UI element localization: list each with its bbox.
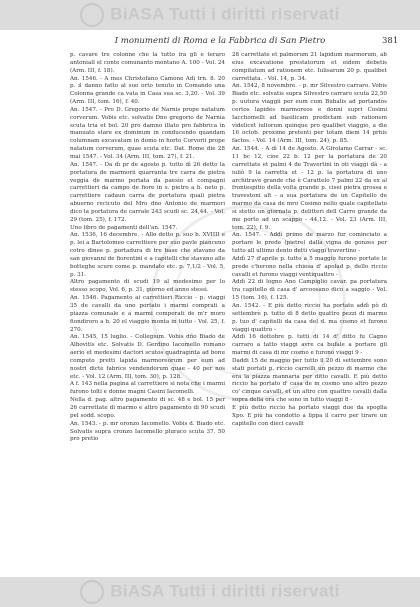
paragraph: An. 1543. - p. mr oronzo Iacomello. Vobis d. Biado etc. Solvatis supra cronzo Iacomello pluraco scuta 37. 50 pro pretio [70, 420, 225, 443]
paragraph: Daddi 15 de maggio per tutto il 20 di settembre sono stati portati p. riccio carrelli un pezzo di marmo che era la piazza mannaria per ditto cavalli. E più detto riccio ha portato d' casa de m cosmo uno altro pezzo co' cinque cavalli, et un altro con quattro cavalli dalla sopra della ora che sono in tutto viaggi 8 - [232, 357, 387, 404]
paragraph: Uno libro de pagamenti dell'an. 1547. [70, 224, 178, 231]
running-title: I monumenti di Roma e la Fabbrica di San Pietro [114, 36, 326, 46]
paragraph: An. 1547. - Addì primo de marzo fur cominciato a portare le prede (pietre) dalla vigna de gonzes per tutto all ultimo dento detti viaggi travertino - [232, 232, 387, 255]
paragraph: Addì 22 di logno Ano Campiglio cavar. pa portatura tra capitello di casa d' arcoosano dico a saggio - Vol. 15 (tom. 16), f. 125. [232, 279, 387, 302]
paragraph: An. 1547. - Da dì pr de agosto p. tutto dì 26 detto la portatura de marmorii quarranta tre carra de pietra veggia de marmo portata da paesio et compagni carrettieri da campo de fiore in s. pietro a b. neto p. carrettiere cadaun carra de portatura quali pietra abuerno recicuto del Mro dno Antonio de marmori dico la portatura de carrale 243 scudi sc. 24,44. - Vol. 29 (tom. 25), f. 172. [70, 161, 225, 223]
watermark-banner-bottom [0, 577, 420, 607]
paragraph: An. 1545, 15 luglio. - Collegium. Vobis dño Biado de Albovitis etc. Solvatis D. Gerdino Iacomello romano aerio et medesimi dactori scutos quadraginta ad bonu computo pretti lapida marmoreorum per eum ad nostri dicte fabrice vendendorum quae - 40 per nos etc. - Vol. 12 (Arm. III, tom. 30), p. 128. [70, 334, 225, 380]
paragraph: E più detto riccio ha portato viaggi due da spoglia Xpo. E più ha condotto a lippa il carro per tirare un capitello con dieci cavalli [232, 404, 387, 427]
watermark-text-bottom: BiASA Tutti i diritti riservati [80, 580, 339, 604]
paragraph: An. 1544. - A dì 14 de Agosto. A Girolamo Carrar - sc. 11 bc 12, cioe 22 b. 12 per la portatura de 20 carrettate et palmi 4 de Travertini in oti viaggi dà - a iuliò 9 la carretta et - 12 p. la portatura di uno architrave grande che è Carattelo 7 palmi 22 da ex al frontespitio della volta grande p. cisei pietra grossa e travestoni alt - a sua portatura de un Capitello de marmo da casa de mro Cosimo nello quale capitellato si stetto un giornata p. delitteri dell Carro grande da me porto ad un scappo - 44,12. - Vol. 23 (Arm. III, tom. 22), f. 9. [232, 146, 387, 231]
paragraph: Nella d. pag. altro pagamento di sc. 48 e bol. 15 per 26 carrettate di marmo e altro pagamento di 90 scudi pel sodd. scopo. [70, 397, 225, 419]
paragraph: An. 1547. - Pro D. Gregorio de Narnis prope natatum corverum. Vobis etc. solvatis Dno gregorio de Narnia scuta tria et bol. 20 pro damno illato pro fabbrica in manuato stare ex dominum in conducendo quandam columnam excavatam in domo in horto Corvorii prope natatum corverum, quae scuta etc. Dat. Rome die 28 mai 1547. - Vol. 34 (Arm. III, tom. 27), f. 21. [70, 106, 225, 160]
paragraph: An. 1542. - E più detto riccio ha portato addì pò di settembre p. tutto dì 8 detto quattro pezzi di marmo p. tuo d' capitelli da casa del d. ma cosmo et furono viaggi quattro - [232, 303, 387, 333]
page-number: 381 [382, 36, 399, 46]
left-text-column [70, 52, 225, 444]
paragraph: Addì 16 dottobre p. tutti di 14 d' ditto fu Cagno carraro a tatto viaggi avre ca bufale a portare gli marmi di casa di mr cosmo e furono viaggi 9 - [232, 334, 387, 357]
paragraph: p. cavare tre colonne che la tutto ira gli e teraro antoniall el conte comunanto montano A. 100 - Vol. 24 (Arm. III, f. 18). [70, 52, 225, 74]
paragraph: An. 1546. - A mes Christofano Camone Adì trn. 8. 20 p. il danno fatto al suo orto tenuto in Comando una Colonna grande ca vata in Casa sua sc. 3,20. - Vol. 39 (Arm. III, tom. 16), f. 40. [70, 75, 225, 106]
paragraph: Addì 27 d'aprile p. tutto a 5 maggio furono portate le prede c'herono nella chiesa d' apolad p. dello riccio cavalli et furono viaggi ventiquattro - [232, 255, 387, 278]
biasa-logo-icon [80, 580, 104, 604]
watermark-banner-top [0, 0, 420, 30]
paragraph: An. 1542, 8 novembre. - p. mr Silvestro carraro. Vobis Biado etc. solvatis supra Silvestro carraro scuta 22,50 p. uutura viaggii per eum cum Bubalis ad portandos certos lapides marmoreos e donni supri Cosimi Iacchomelli ad basilicam predictam sub rationem videlicet iuliorum quinque pro qualibet viaggio, a die 16 octob. proxime pretenti per totam diem 14 prhis factos. - Vol. 14 (Arm. III, tom. 24), p. 85. [232, 83, 387, 145]
paragraph: An. 1546. Pagamento ai carrettieri Riccio - p. viaggi 35 de cavalli da uno portato i marmi comprati a piazza comunale e a marmi comperati de m'r moro fiondiroro a b. 20 el viaggio monta in tutto - Vol. 25, f. 270. [70, 295, 225, 333]
paragraph: A f. 143 nella pagina al carrettiere si nota che i marmi furono tolti e donne magni Casini Iacomelli. [70, 381, 225, 396]
biasa-logo-icon [80, 3, 104, 27]
watermark-text-top: BiASA Tutti i diritti riservati [80, 3, 339, 27]
right-text-column [232, 52, 387, 429]
paragraph: An. 1536, 16 decembre. - Allo detto p. suo b. XVIIII e p. lei a Bartolomeo carrettiere per suo pavle pianceno cotro dinee p. portadura di tre base che stavano da san giovanni de fiorentini e a capitelli che stavano alle botteghe scure come p. mandato etc. p. 7,1/2 - Vol. 5, p. 31. [70, 232, 225, 278]
document-page [0, 30, 420, 577]
paragraph: Altro pagamento di scudi 19 al medesimo per lo stesso scopo, Vol. 6, p. 31, giorno ed anno stessi. [70, 279, 225, 294]
paragraph: 28 carrettate et palmorum 21 lapidum marmorum, ab eius excavatione prestatorum et eidem debetis compilatum ad rationem etc. Iulisarum 20 p. qualibet carrettata. - Vol. 14, p. 34. [232, 52, 387, 82]
